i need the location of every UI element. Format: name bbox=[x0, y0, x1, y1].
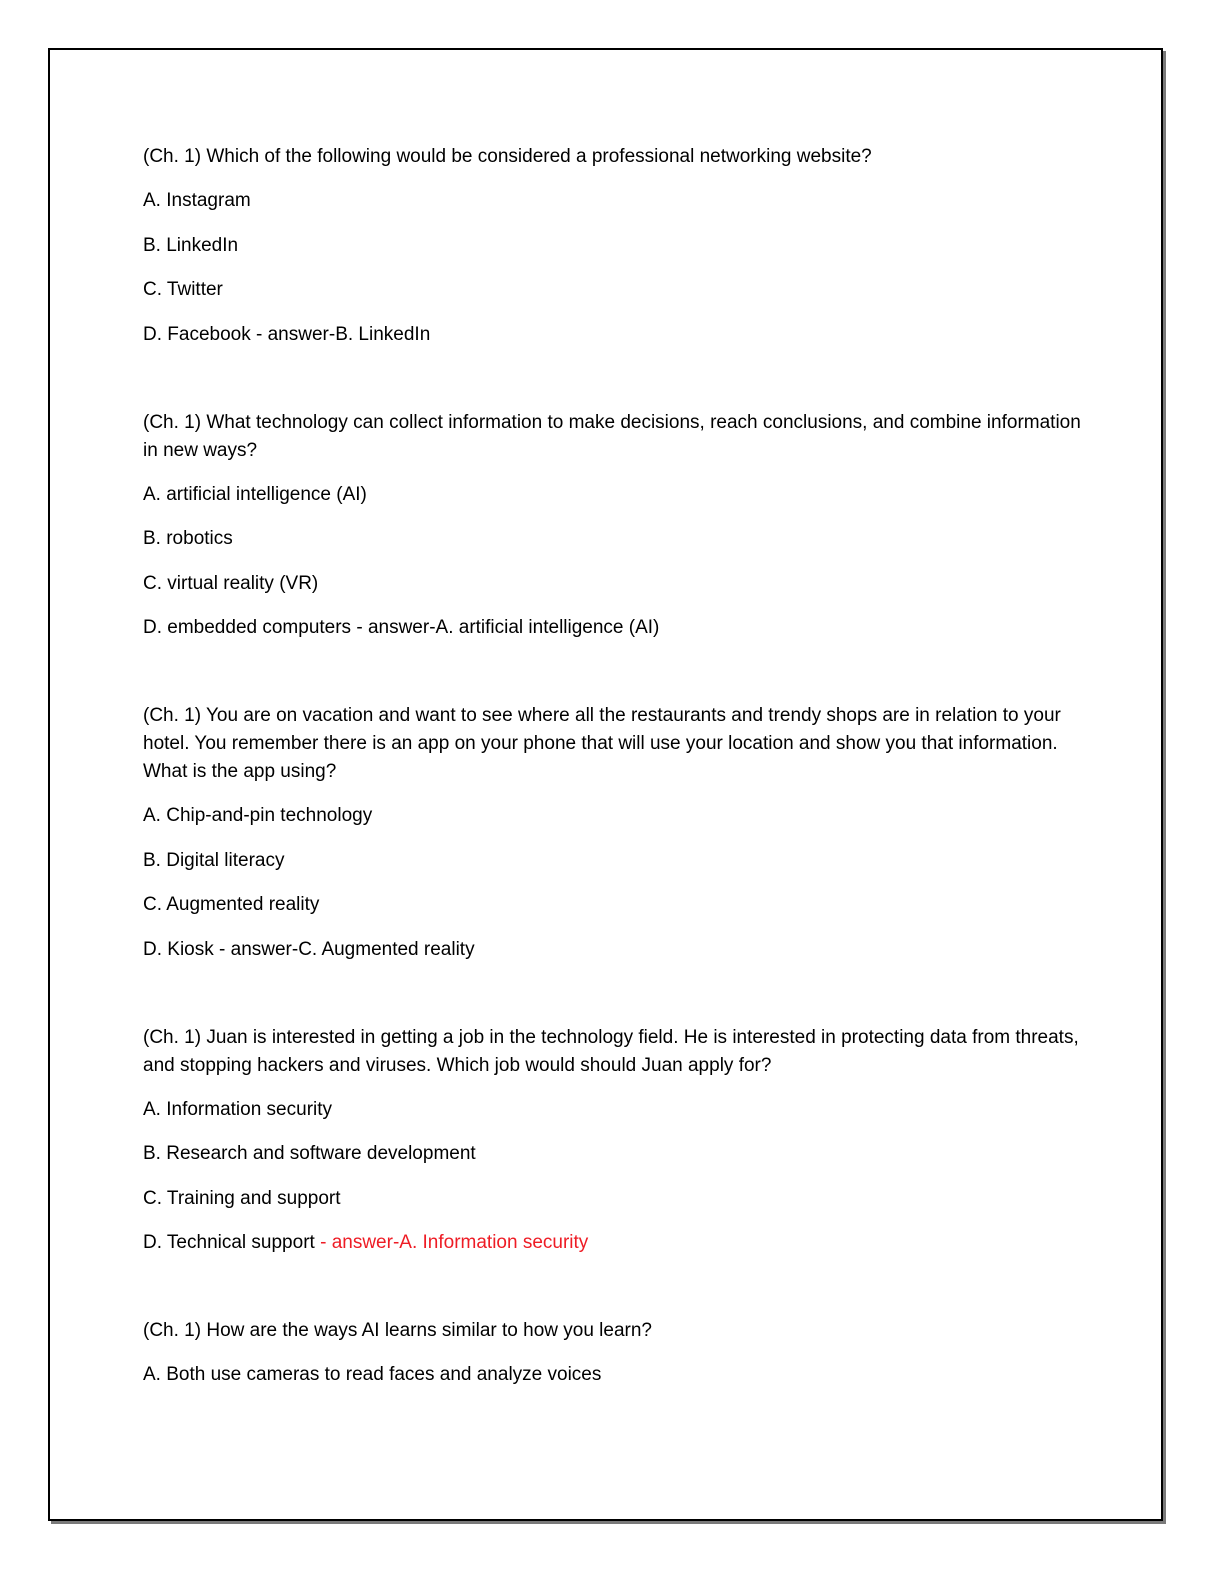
option-c: C. virtual reality (VR) bbox=[143, 572, 319, 594]
answer-text: - answer-A. artificial intelligence (AI) bbox=[351, 617, 660, 638]
option-d-with-answer bbox=[143, 1229, 1083, 1257]
option-d: D. Facebook bbox=[143, 323, 251, 345]
question-block-5 bbox=[143, 1317, 1083, 1389]
option-a: A. artificial intelligence (AI) bbox=[143, 483, 367, 505]
option-d: D. Technical support bbox=[143, 1232, 315, 1253]
question-text: (Ch. 1) Which of the following would be considered a professional networking website? bbox=[143, 146, 872, 167]
document-content bbox=[143, 143, 1083, 1449]
option-c: C. Twitter bbox=[143, 279, 223, 300]
answer-text: - answer-C. Augmented reality bbox=[213, 938, 475, 960]
question-block-2 bbox=[143, 409, 1083, 643]
answer-text: - answer-B. LinkedIn bbox=[250, 323, 431, 345]
option-d: D. Kiosk bbox=[143, 938, 214, 960]
option-a: A. Both use cameras to read faces and analyze voices bbox=[143, 1364, 602, 1385]
option-a: A. Instagram bbox=[143, 190, 251, 211]
question-text: (Ch. 1) Juan is interested in getting a job in the technology field. He is interested in protecting data from threats, and stopping hackers and viruses. Which job would should Juan apply for? bbox=[143, 1026, 1079, 1076]
option-a: A. Chip-and-pin technology bbox=[143, 805, 373, 826]
question-block-1 bbox=[143, 143, 1083, 349]
question-text: (Ch. 1) You are on vacation and want to see where all the restaurants and trendy shops are in relation to your hotel. You remember there is an app on your phone that will use your location and show you that information. What is the app using? bbox=[143, 705, 1061, 782]
option-d: D. embedded computers bbox=[143, 617, 352, 638]
question-text: (Ch. 1) How are the ways AI learns similar to how you learn? bbox=[143, 1320, 652, 1341]
option-c: C. Augmented reality bbox=[143, 894, 320, 915]
option-c: C. Training and support bbox=[143, 1187, 341, 1209]
option-a: A. Information security bbox=[143, 1098, 333, 1120]
question-block-3 bbox=[143, 702, 1083, 964]
option-b: B. Research and software development bbox=[143, 1143, 476, 1164]
question-text: (Ch. 1) What technology can collect information to make decisions, reach conclusions, and combine information in new ways? bbox=[143, 411, 1081, 461]
question-block-4 bbox=[143, 1024, 1083, 1258]
option-d-with-answer bbox=[143, 936, 1083, 964]
answer-text-highlighted: - answer-A. Information security bbox=[314, 1232, 589, 1253]
option-d-with-answer bbox=[143, 321, 1083, 349]
option-b: B. Digital literacy bbox=[143, 849, 285, 871]
option-d-with-answer bbox=[143, 614, 1083, 642]
option-b: B. robotics bbox=[143, 528, 233, 549]
option-b: B. LinkedIn bbox=[143, 234, 239, 256]
